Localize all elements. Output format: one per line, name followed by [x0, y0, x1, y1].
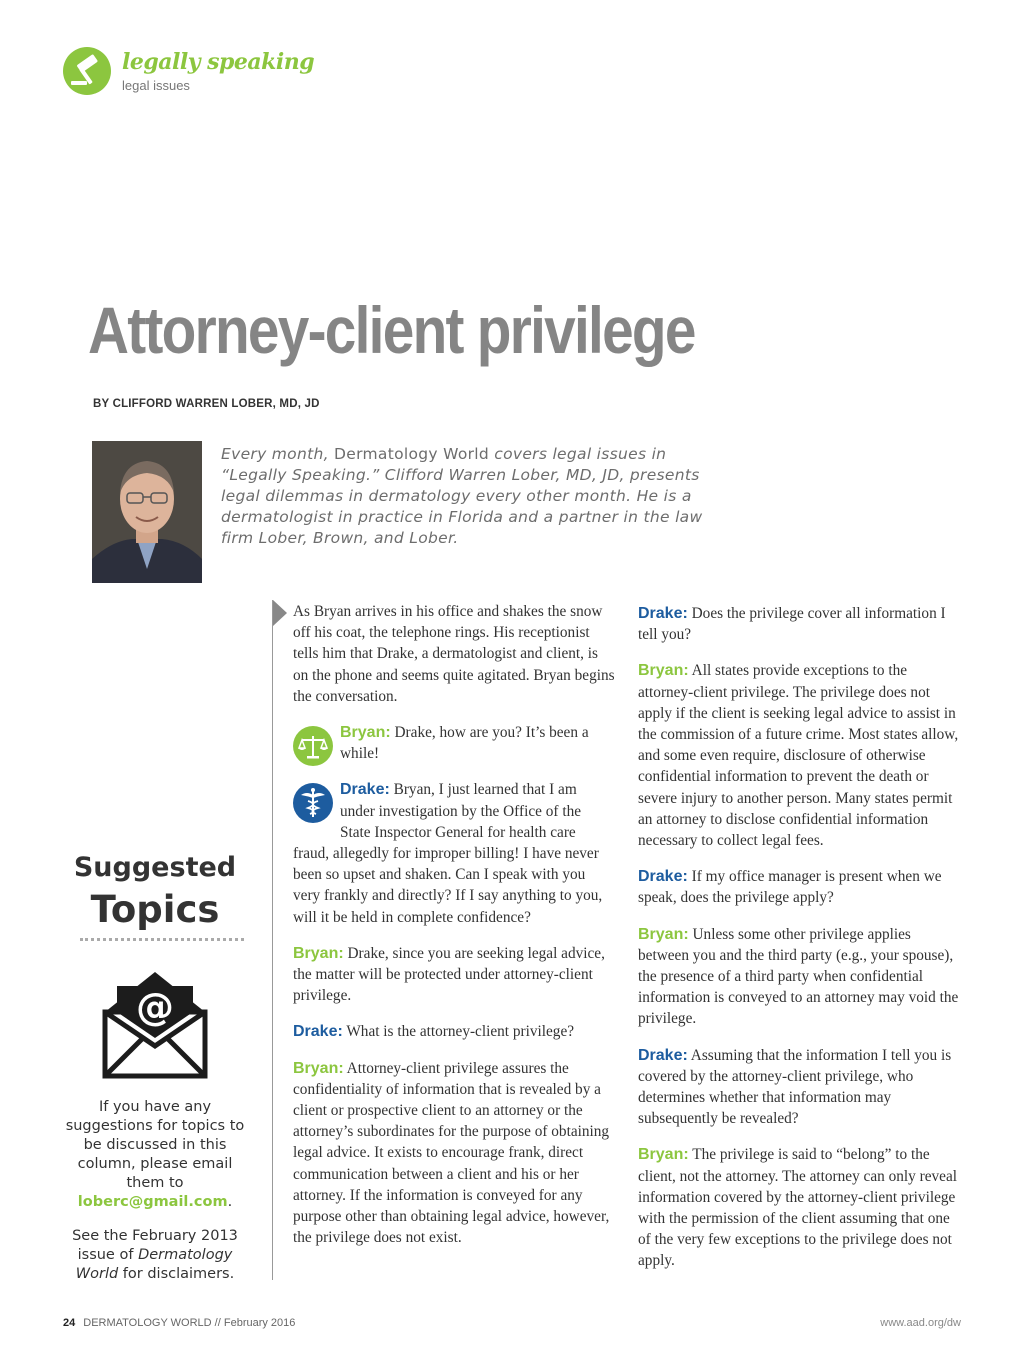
scales-icon — [293, 726, 333, 766]
dialogue-paragraph: Drake: Does the privilege cover all information I tell you? — [638, 605, 946, 644]
article-start-arrow-icon — [273, 600, 287, 626]
sidebar-suggestion-text: If you have any suggestions for topics to be discussed in this column, please email them to loberc@gmail.com. — [65, 1099, 245, 1210]
sidebar-email-link[interactable]: loberc@gmail.com — [77, 1194, 228, 1210]
section-title: legally speaking — [122, 49, 315, 75]
dialogue-paragraph: Bryan: Unless some other privilege applies between you and the third party (e.g., your spouse), the presence of a third party when confidential information is conveyed to an attorney may void the privilege. — [638, 925, 959, 1028]
speaker-bryan: Bryan: — [293, 1059, 344, 1077]
footer-publication: 24 DERMATOLOGY WORLD // February 2016 — [63, 1317, 296, 1329]
dialogue-paragraph: Bryan: Drake, since you are seeking legal advice, the matter will be protected under attorney-client privilege. — [293, 944, 605, 1005]
sidebar-heading-topics: Topics — [90, 888, 220, 931]
speaker-bryan: Bryan: — [638, 662, 689, 680]
speaker-bryan: Bryan: — [638, 1146, 689, 1164]
caduceus-icon — [293, 783, 333, 823]
dialogue-paragraph: Drake: Assuming that the information I tell you is covered by the attorney-client privilege, who determines whether that information may subsequently be revealed? — [638, 1046, 952, 1128]
article-byline: BY CLIFFORD WARREN LOBER, MD, JD — [93, 398, 320, 410]
speaker-drake: Drake: — [293, 1023, 343, 1041]
speaker-bryan: Bryan: — [340, 724, 391, 742]
article-title: Attorney-client privilege — [88, 293, 695, 367]
dialogue-paragraph: Drake: What is the attorney-client privilege? — [293, 1023, 575, 1041]
sidebar-divider — [80, 938, 244, 941]
footer-url[interactable]: www.aad.org/dw — [880, 1317, 961, 1329]
dialogue-paragraph: Drake: Bryan, I just learned that I am under investigation by the Office of the State Inspector General for health care fraud, allegedly for improper billing! I have never been so upset and shaken. Can I speak with you very frankly and directly? If I say anything to you, will it be held in complete confidence? — [293, 781, 603, 926]
page-number: 24 — [63, 1317, 76, 1329]
speaker-drake: Drake: — [638, 1046, 688, 1064]
gavel-icon — [63, 47, 111, 95]
dialogue-paragraph: Bryan: All states provide exceptions to the attorney-client privilege. The privilege does not apply if the client is seeking legal advice to assist in the commission of a future crime. Most states allow, and some even require, disclosure of otherwise confidential information to prevent the death or severe injury to another person. Many states permit an attorney to disclose confidential information necessary to collect legal fees. — [638, 662, 959, 850]
speaker-drake: Drake: — [638, 868, 688, 886]
speaker-drake: Drake: — [340, 781, 390, 799]
speaker-bryan: Bryan: — [638, 925, 689, 943]
email-envelope-icon — [99, 968, 211, 1085]
speaker-bryan: Bryan: — [293, 944, 344, 962]
svg-text:@: @ — [136, 985, 174, 1029]
sidebar-heading-suggested: Suggested — [73, 852, 237, 883]
author-photo — [92, 441, 202, 583]
speaker-drake: Drake: — [638, 605, 688, 622]
article-intro: Every month, Dermatology World covers legal issues in “Legally Speaking.” Clifford Warren Lober, MD, JD, presents legal dilemmas in dermatology every other month. He is a dermatologist in practice in Florida and a partner in the law firm Lober, Brown, and Lober. — [221, 445, 703, 547]
section-subtitle: legal issues — [122, 78, 190, 93]
dialogue-paragraph: Bryan: Drake, how are you? It’s been a while! — [293, 722, 615, 764]
sidebar-disclaimer-text: See the February 2013 issue of Dermatology World for disclaimers. — [72, 1228, 238, 1282]
dialogue-paragraph: Drake: If my office manager is present when we speak, does the privilege apply? — [638, 868, 942, 907]
article-column-1 — [293, 601, 615, 1263]
sidebar-divider-vertical — [272, 600, 273, 1280]
dialogue-paragraph: Bryan: The privilege is said to “belong” to the client, not the attorney. The attorney can only reveal information covered by the attorney-client privilege with the permission of the client assuming that one of the very few exceptions to the privilege does not apply. — [638, 1146, 957, 1270]
article-column-2 — [638, 603, 960, 1287]
dialogue-paragraph: Bryan: Attorney-client privilege assures the confidentiality of information that is revealed by a client or prospective client to an attorney or the attorney’s subordinates for the purpose of obtaining legal advice. It exists to encourage frank, direct communication between a client and his or her attorney. If the information is conveyed for any purpose other than obtaining legal advice, however, the privilege does not exist. — [293, 1059, 610, 1247]
article-opening-paragraph: As Bryan arrives in his office and shakes the snow off his coat, the telephone rings. His receptionist tells him that Drake, a dermatologist and client, is on the phone and seems quite agitated. Bryan begins the conversation. — [293, 603, 615, 705]
